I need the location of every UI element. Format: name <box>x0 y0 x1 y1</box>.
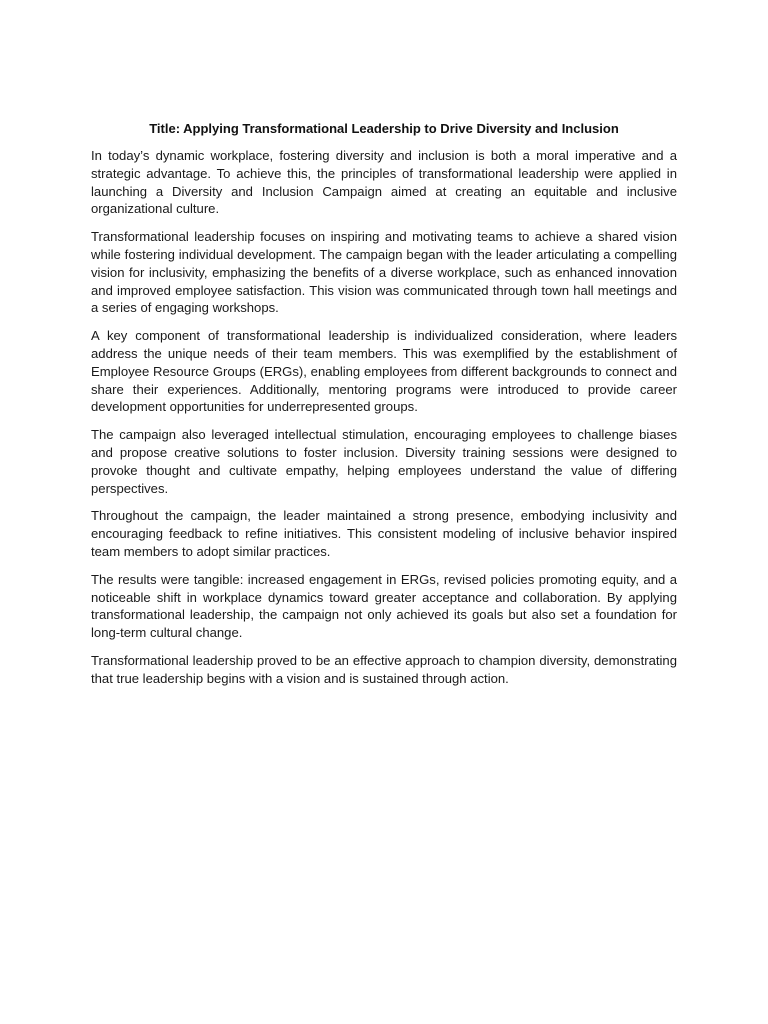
paragraph-individualized-consideration: A key component of transformational leadership is individualized consideration, where leaders address the unique needs of their team members. This was exemplified by the establishment of Employee Resource Groups (ERGs), enabling employees from different backgrounds to connect and share their experiences. Additionally, mentoring programs were introduced to provide career development opportunities for underrepresented groups. <box>91 328 677 415</box>
paragraph-shared-vision: Transformational leadership focuses on inspiring and motivating teams to achieve a shared vision while fostering individual development. The campaign began with the leader articulating a compelling vision for inclusivity, emphasizing the benefits of a diverse workplace, such as enhanced innovation and improved employee satisfaction. This vision was communicated through town hall meetings and a series of engaging workshops. <box>91 229 677 316</box>
document-title: Title: Applying Transformational Leadership to Drive Diversity and Inclusion <box>149 121 619 136</box>
paragraph-conclusion: Transformational leadership proved to be an effective approach to champion diversity, demonstrating that true leadership begins with a vision and is sustained through action. <box>91 652 677 686</box>
paragraph-results: The results were tangible: increased engagement in ERGs, revised policies promoting equity, and a noticeable shift in workplace dynamics toward greater acceptance and collaboration. By applying transformational leadership, the campaign not only achieved its goals but also set a foundation for long-term cultural change. <box>91 571 677 641</box>
paragraph-intellectual-stimulation: The campaign also leveraged intellectual stimulation, encouraging employees to challenge biases and propose creative solutions to foster inclusion. Diversity training sessions were designed to provoke thought and cultivate empathy, helping employees understand the value of differing perspectives. <box>91 427 677 496</box>
paragraph-leader-presence: Throughout the campaign, the leader maintained a strong presence, embodying inclusivity and encouraging feedback to refine initiatives. This consistent modeling of inclusive behavior inspired team members to adopt similar practices. <box>91 508 677 559</box>
paragraph-intro: In today’s dynamic workplace, fostering diversity and inclusion is both a moral imperative and a strategic advantage. To achieve this, the principles of transformational leadership were applied in launching a Diversity and Inclusion Campaign aimed at creating an equitable and inclusive organizational culture. <box>91 148 677 217</box>
document-page <box>91 120 677 698</box>
